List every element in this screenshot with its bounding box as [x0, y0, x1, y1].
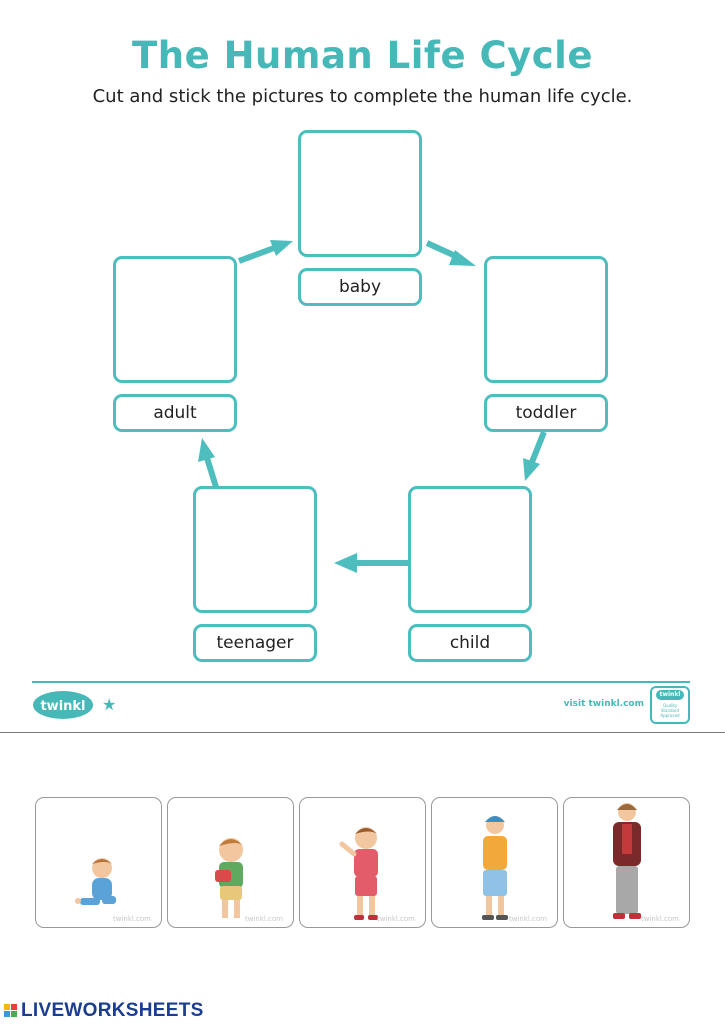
drop-box-toddler[interactable]	[484, 256, 608, 383]
liveworksheets-text: LIVEWORKSHEETS	[21, 1000, 204, 1021]
cutout-card-toddler[interactable]	[167, 797, 294, 928]
instructions: Cut and stick the pictures to complete the human life cycle.	[92, 86, 633, 107]
arrow-teenager-to-adult	[207, 458, 216, 487]
arrowhead-adult-to-baby	[270, 240, 293, 256]
twinkl-logo-text: twinkl	[40, 699, 86, 714]
teenager-figure-icon	[432, 798, 559, 929]
drop-box-child[interactable]	[408, 486, 532, 613]
card-watermark: twinkl.com	[508, 915, 547, 923]
arrowhead-toddler-to-child	[523, 458, 540, 481]
visit-link[interactable]: visit twinkl.com	[563, 699, 644, 709]
star-icon: ★	[102, 695, 117, 714]
label-adult: adult	[113, 394, 237, 432]
cutout-card-teenager[interactable]	[431, 797, 558, 928]
label-child: child	[408, 624, 532, 662]
card-watermark: twinkl.com	[640, 915, 679, 923]
arrowhead-child-to-teenager	[334, 553, 357, 573]
badge-title: twinkl	[656, 690, 684, 700]
toddler-figure-icon	[168, 798, 295, 929]
drop-box-teenager[interactable]	[193, 486, 317, 613]
page-title: The Human Life Cycle	[132, 34, 593, 77]
liveworksheets-squares-icon	[4, 1004, 18, 1018]
arrow-adult-to-baby	[239, 248, 274, 261]
card-watermark: twinkl.com	[112, 915, 151, 923]
label-teenager: teenager	[193, 624, 317, 662]
quality-badge	[650, 686, 690, 724]
cutout-card-baby[interactable]	[35, 797, 162, 928]
child-figure-icon	[300, 798, 427, 929]
liveworksheets-logo	[4, 1000, 204, 1022]
label-baby: baby	[298, 268, 422, 306]
twinkl-logo	[32, 690, 94, 720]
label-toddler: toddler	[484, 394, 608, 432]
arrow-toddler-to-child	[532, 432, 544, 462]
footer-divider	[32, 681, 690, 683]
badge-text: Quality Standard Approved	[660, 703, 680, 718]
cut-line	[0, 732, 725, 733]
card-watermark: twinkl.com	[376, 915, 415, 923]
baby-figure-icon	[36, 798, 163, 929]
cutout-card-child[interactable]	[299, 797, 426, 928]
cutout-card-adult[interactable]	[563, 797, 690, 928]
drop-box-adult[interactable]	[113, 256, 237, 383]
drop-box-baby[interactable]	[298, 130, 422, 257]
adult-figure-icon	[564, 798, 691, 929]
arrowhead-teenager-to-adult	[198, 438, 215, 462]
card-watermark: twinkl.com	[244, 915, 283, 923]
